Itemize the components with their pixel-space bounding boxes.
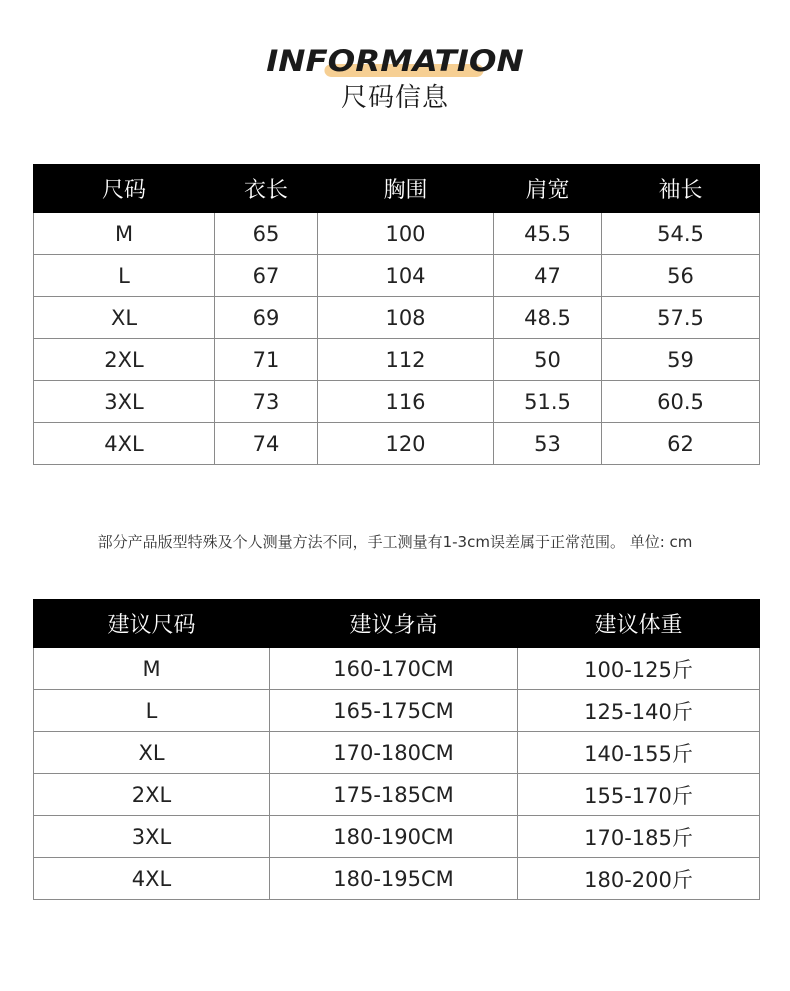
table-cell: 125-140斤 — [518, 690, 760, 732]
title-en-wrap — [0, 44, 790, 78]
table-cell: XL — [34, 732, 270, 774]
table-cell: 175-185CM — [270, 774, 518, 816]
table-row — [34, 339, 760, 381]
table-cell: 2XL — [34, 339, 215, 381]
table-cell: 180-200斤 — [518, 858, 760, 900]
recommend-col-header: 建议尺码 — [34, 600, 270, 648]
title-en — [266, 44, 523, 78]
table-cell: 165-175CM — [270, 690, 518, 732]
table-row — [34, 648, 760, 690]
table-row — [34, 423, 760, 465]
table-cell: 74 — [215, 423, 318, 465]
table-cell: 140-155斤 — [518, 732, 760, 774]
table-cell: 71 — [215, 339, 318, 381]
table-cell: 170-180CM — [270, 732, 518, 774]
table-row — [34, 858, 760, 900]
table-cell: 50 — [494, 339, 602, 381]
table-cell: 112 — [318, 339, 494, 381]
table-cell: 73 — [215, 381, 318, 423]
table-cell: 180-190CM — [270, 816, 518, 858]
table-cell: 56 — [602, 255, 760, 297]
recommend-table — [33, 599, 760, 900]
table-cell: 67 — [215, 255, 318, 297]
table-cell: 3XL — [34, 381, 215, 423]
table-cell: 59 — [602, 339, 760, 381]
table-row — [34, 816, 760, 858]
title-en-text: INFORMATION — [266, 44, 524, 78]
table-cell: 62 — [602, 423, 760, 465]
recommend-table-header-row — [34, 600, 760, 648]
table-cell: 65 — [215, 213, 318, 255]
title-cn: 尺码信息 — [340, 83, 449, 113]
table-cell: 53 — [494, 423, 602, 465]
table-row — [34, 255, 760, 297]
table-cell: 170-185斤 — [518, 816, 760, 858]
table-cell: 160-170CM — [270, 648, 518, 690]
table-cell: 45.5 — [494, 213, 602, 255]
table-cell: 100-125斤 — [518, 648, 760, 690]
table-cell: L — [34, 690, 270, 732]
page-header — [0, 38, 790, 128]
table-cell: 4XL — [34, 858, 270, 900]
table-row — [34, 213, 760, 255]
table-row — [34, 690, 760, 732]
table-cell: M — [34, 213, 215, 255]
measurement-note: 部分产品版型特殊及个人测量方法不同，手工测量有1-3cm误差属于正常范围。 单位: cm — [97, 533, 693, 551]
table-row — [34, 774, 760, 816]
table-cell: L — [34, 255, 215, 297]
size-col-header: 尺码 — [34, 165, 215, 213]
table-cell: 116 — [318, 381, 494, 423]
recommend-col-header: 建议身高 — [270, 600, 518, 648]
table-cell: 180-195CM — [270, 858, 518, 900]
table-cell: 3XL — [34, 816, 270, 858]
table-cell: 57.5 — [602, 297, 760, 339]
table-row — [34, 297, 760, 339]
table-cell: M — [34, 648, 270, 690]
table-cell: 60.5 — [602, 381, 760, 423]
size-table — [33, 164, 760, 465]
table-cell: 48.5 — [494, 297, 602, 339]
table-cell: 100 — [318, 213, 494, 255]
table-row — [34, 732, 760, 774]
size-col-header: 袖长 — [602, 165, 760, 213]
size-col-header: 衣长 — [215, 165, 318, 213]
table-cell: 120 — [318, 423, 494, 465]
size-table-header-row — [34, 165, 760, 213]
table-cell: 47 — [494, 255, 602, 297]
table-cell: 54.5 — [602, 213, 760, 255]
table-cell: XL — [34, 297, 215, 339]
table-cell: 108 — [318, 297, 494, 339]
table-row — [34, 381, 760, 423]
table-cell: 51.5 — [494, 381, 602, 423]
table-cell: 4XL — [34, 423, 215, 465]
table-cell: 69 — [215, 297, 318, 339]
size-col-header: 肩宽 — [494, 165, 602, 213]
recommend-col-header: 建议体重 — [518, 600, 760, 648]
table-cell: 155-170斤 — [518, 774, 760, 816]
size-col-header: 胸围 — [318, 165, 494, 213]
table-cell: 104 — [318, 255, 494, 297]
table-cell: 2XL — [34, 774, 270, 816]
